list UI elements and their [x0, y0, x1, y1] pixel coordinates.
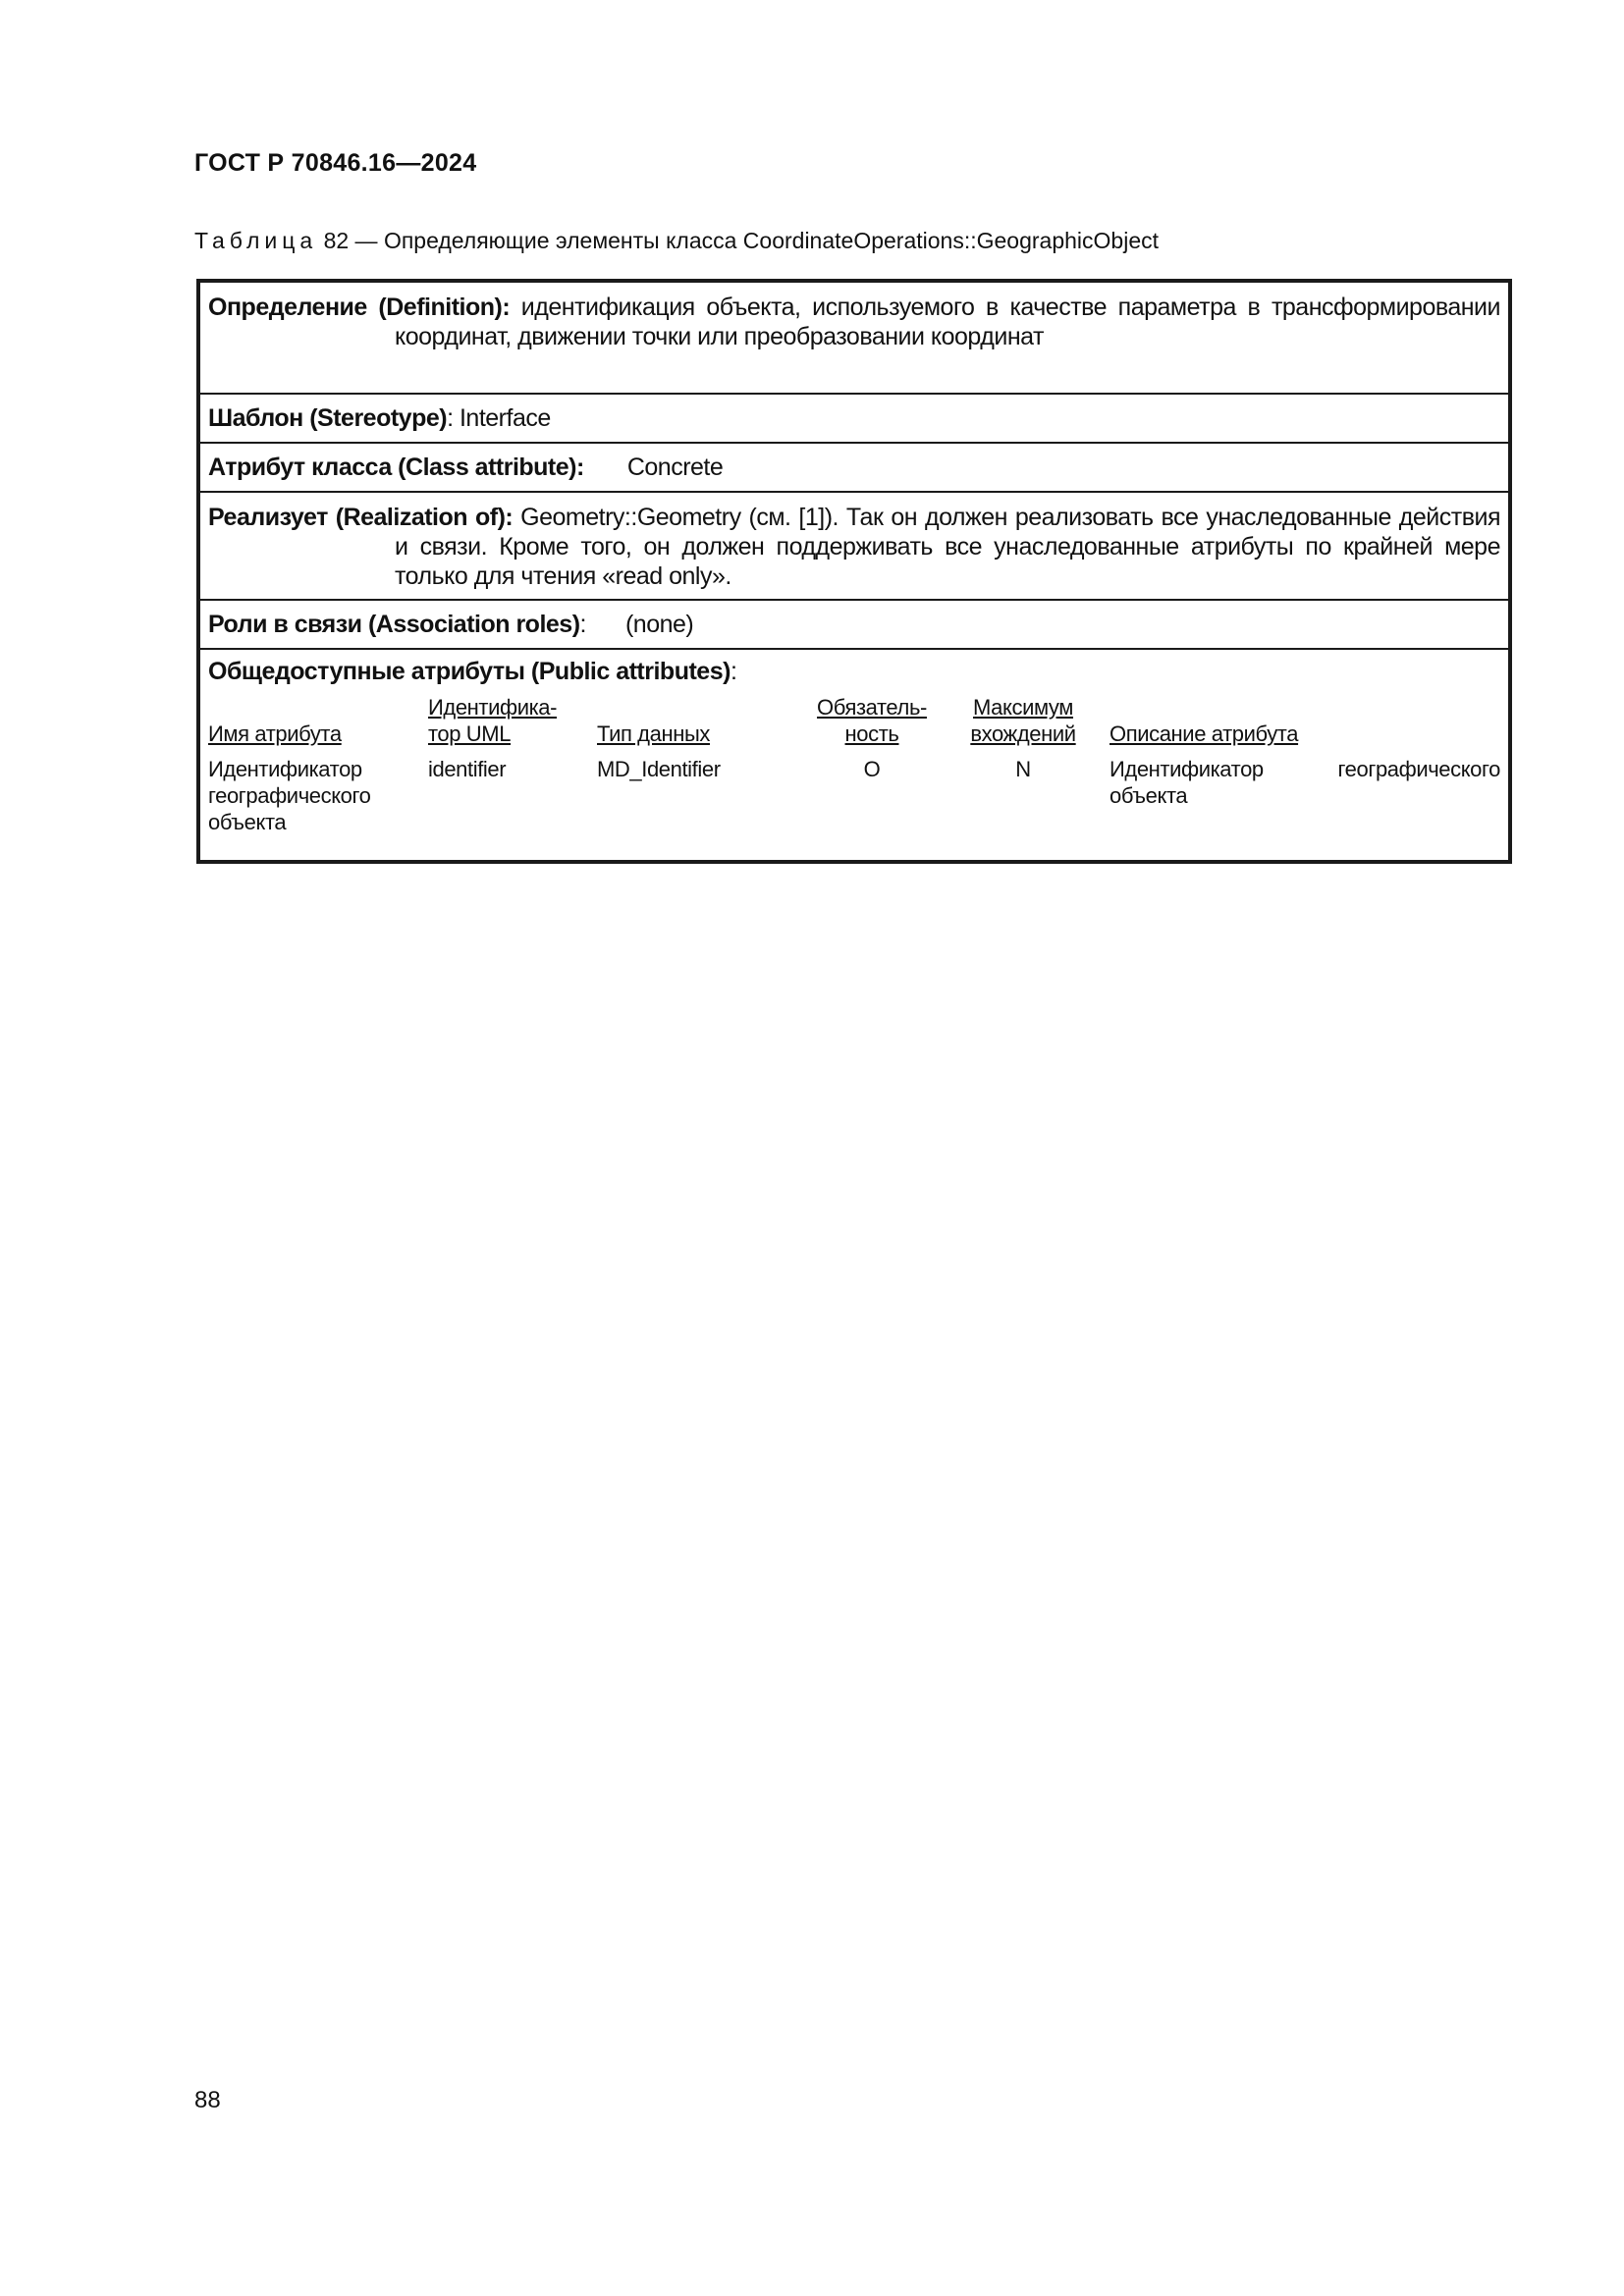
- definition-text: идентификация объекта, используемого в качестве параметра в трансформировании координат, движении точки или преобразовании координат: [395, 294, 1500, 350]
- column-header-max-occurrences-line1: Максимум: [972, 695, 1074, 720]
- attribute-max-occurrences: N: [1015, 757, 1031, 781]
- attribute-description-line1b: географического: [1337, 757, 1500, 781]
- column-header-obligation-line2: ность: [844, 721, 899, 746]
- realization-text-block: [208, 503, 1500, 591]
- definition-row: [200, 283, 1508, 395]
- association-roles-colon: :: [579, 611, 586, 638]
- class-attribute-row: [200, 444, 1508, 493]
- association-roles-label: Роли в связи (Association roles): [208, 611, 580, 638]
- column-header-max-occurrences-line2: вхождений: [970, 721, 1076, 746]
- column-header-data-type: Тип данных: [597, 721, 710, 746]
- column-header-uml-identifier-line2: тор UML: [428, 721, 512, 746]
- realization-label: Реализует (Realization of):: [208, 504, 514, 531]
- definition-label: Определение (Definition):: [208, 294, 511, 321]
- definition-text-block: [208, 293, 1500, 351]
- document-header: ГОСТ Р 70846.16—2024: [194, 149, 477, 177]
- attributes-table: [208, 686, 1500, 843]
- attribute-uml-identifier: identifier: [428, 757, 507, 781]
- realization-text: Geometry::Geometry (см. [1]). Так он должен реализовать все унаследованные действия и связи. Кроме того, он должен поддерживать все унаследованные атрибуты по крайней мере только для чтения «read only».: [395, 504, 1500, 590]
- column-header-attribute-name: Имя атрибута: [208, 721, 342, 746]
- attribute-name-line1: Идентификатор: [208, 757, 362, 781]
- attribute-description-line2: объекта: [1110, 783, 1188, 808]
- stereotype-row: [200, 395, 1508, 444]
- class-attribute-label: Атрибут класса (Class attribute):: [208, 454, 584, 481]
- table-caption-text: 82 — Определяющие элементы класса CoordinateOperations::GeographicObject: [323, 228, 1159, 253]
- stereotype-value: Interface: [459, 404, 551, 432]
- public-attributes-label: Общедоступные атрибуты (Public attributes): [208, 658, 731, 685]
- attribute-description-line1a: Идентификатор: [1110, 757, 1264, 781]
- stereotype-label: Шаблон (Stereotype): [208, 404, 448, 432]
- table-caption-label: Таблица: [194, 228, 318, 253]
- public-attributes-row: [200, 650, 1508, 860]
- column-header-description: Описание атрибута: [1110, 721, 1299, 746]
- association-roles-row: [200, 601, 1508, 650]
- public-attributes-heading: [208, 658, 1500, 686]
- attribute-data-type: MD_Identifier: [597, 757, 721, 781]
- attribute-obligation: O: [863, 757, 881, 781]
- public-attributes-colon: :: [730, 658, 737, 685]
- stereotype-colon: :: [447, 404, 454, 432]
- attribute-name-line3: объекта: [208, 810, 287, 834]
- realization-row: [200, 493, 1508, 601]
- column-header-obligation-line1: Обязатель-: [817, 695, 927, 720]
- class-definition-table: [196, 279, 1512, 864]
- table-caption: [194, 228, 1159, 254]
- class-attribute-value: Concrete: [626, 454, 724, 481]
- attribute-name-line2: географического: [208, 783, 371, 808]
- page-number: 88: [194, 2087, 221, 2113]
- column-header-uml-identifier-line1: Идентифика-: [428, 695, 558, 720]
- association-roles-value: (none): [624, 611, 694, 638]
